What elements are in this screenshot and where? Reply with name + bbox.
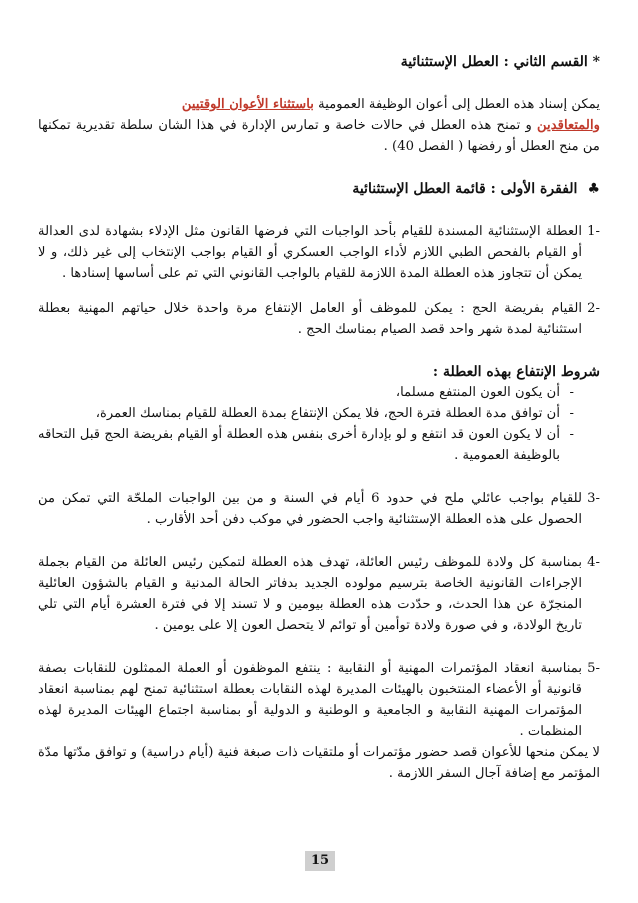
item-text: بمناسبة انعقاد المؤتمرات المهنية أو النقابية : ينتفع الموظفون أو العملة الممثلون للنقابات بصفة قانونية أو الأعضاء المنتخبون بالهيئات المديرة لهذه النقابات بعطلة استثنائية تمنح لهم بمناسبة انعقاد المؤتمرات المهنية النقابية و الجامعية و الوطنية و الدولية أو بمناسبة اجتماع الهيئات المديرة لهذه المنظمات . <box>38 661 582 739</box>
item-number: -3 <box>587 491 600 506</box>
condition-item-1 <box>38 382 600 403</box>
condition-dash: - <box>569 406 574 421</box>
list-item-5 <box>38 658 600 742</box>
condition-dash: - <box>569 385 574 400</box>
paragraph-heading-text: الفقرة الأولى : قائمة العطل الإستثنائية <box>352 181 578 197</box>
condition-item-3 <box>38 424 600 466</box>
condition-dash: - <box>569 427 574 442</box>
list-item-3 <box>38 488 600 530</box>
conditions-heading: شروط الإنتفاع بهذه العطلة : <box>432 364 600 380</box>
item-number: -5 <box>587 661 600 676</box>
club-icon: ♣ <box>587 181 600 197</box>
condition-item-2 <box>38 403 600 424</box>
item-text: بمناسبة كل ولادة للموظف رئيس العائلة، تهدف هذه العطلة لتمكين رئيس العائلة من القيام بجملة الإجراءات القانونية الخاصة بترسيم مولوده الجديد بدفاتر الحالة المدنية و القيام بالشؤون العائلية المنجرّة عن هذا الحدث، و حدّدت هذه العطلة بيومين و لا تسند إلا في فترة العشرة أيام التي تلي تاريخ الولادة، و في صورة ولادة توأمين أو توائم لا يتحصل العون إلا على يومين . <box>38 555 582 633</box>
condition-text: أن لا يكون العون قد انتفع و لو بإدارة أخرى بنفس هذه العطلة أو القيام بفريضة الحج قبل التحاقه بالوظيفة العمومية . <box>38 427 560 463</box>
item-text: للقيام بواجب عائلي ملح في حدود 6 أيام في السنة و من بين الواجبات الملحّة التي تمكن من الحصول على هذه العطلة الإستثنائية واجب الحضور في موكب دفن أحد الأقارب . <box>38 491 582 527</box>
item-number: -2 <box>587 301 600 316</box>
list-item-1 <box>38 221 600 284</box>
intro-paragraph <box>38 94 600 157</box>
highlight-contractors: والمتعاقدين <box>537 118 600 133</box>
paragraph-heading <box>38 179 600 199</box>
item-number: -1 <box>587 224 600 239</box>
section-title: * القسم الثاني : العطل الإستثنائية <box>400 54 600 70</box>
item-number: -4 <box>587 555 600 570</box>
item-text: العطلة الإستثنائية المسندة للقيام بأحد الواجبات التي فرضها القانون مثل الإدلاء بشهادة لدى العدالة أو القيام بالفحص الطبي اللازم لأداء الواجب العسكري أو القيام بواجب الإنتخاب إلى غير ذلك، و لا يمكن أن تتجاوز هذه العطلة المدة اللازمة للقيام بالواجب القانوني التي تم على أساسها إسنادها . <box>38 224 582 281</box>
page-number: 15 <box>305 851 335 871</box>
closing-paragraph: لا يمكن منحها للأعوان قصد حضور مؤتمرات أو ملتقيات ذات صبغة فنية (أيام دراسية) و توافق مدّتها مدّة المؤتمر مع إضافة آجال السفر اللازمة . <box>38 745 600 781</box>
condition-text: أن توافق مدة العطلة فترة الحج، فلا يمكن الإنتفاع بمدة العطلة للقيام بمناسك العمرة، <box>95 406 560 421</box>
list-item-2 <box>38 298 600 340</box>
intro-text-2: و تمنح هذه العطل في حالات خاصة و تمارس الإدارة في هذا الشان سلطة تقديرية <box>70 118 538 133</box>
condition-text: أن يكون العون المنتفع مسلما، <box>395 385 560 400</box>
list-item-4 <box>38 552 600 636</box>
item-text: القيام بفريضة الحج : يمكن للموظف أو العامل الإنتفاع مرة واحدة خلال حياتهم المهنية بعطلة استثنائية لمدة شهر واحد قصد الصيام بمناسك الحج . <box>38 301 582 337</box>
document-page <box>38 52 600 784</box>
intro-text-1: يمكن إسناد هذه العطل إلى أعوان الوظيفة العمومية <box>313 97 600 112</box>
highlight-temporary-agents: باستثناء الأعوان الوقتيين <box>181 97 314 112</box>
intro-text-3: تمكنها من منح العطل أو رفضها ( الفصل 40) . <box>38 118 600 154</box>
